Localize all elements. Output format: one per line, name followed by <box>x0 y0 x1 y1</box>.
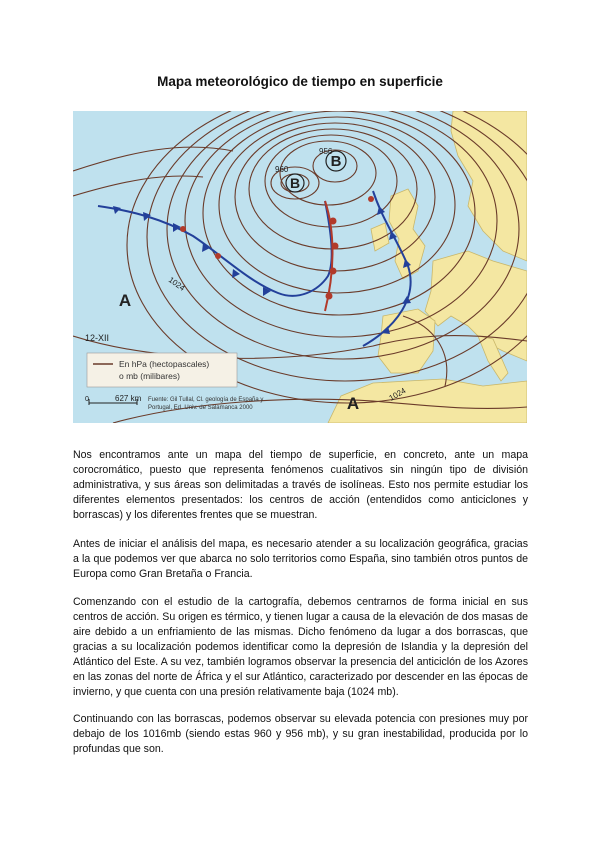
source-line-1: Fuente: Gil Tullal, Cl. geología de España y <box>148 397 264 403</box>
low-center-label-1: B <box>289 175 301 191</box>
isobar-value-1024-a: 1024 <box>166 275 187 293</box>
isobar-value-956: 956 <box>319 147 333 156</box>
low-center-label-2: B <box>330 153 342 170</box>
map-legend <box>87 353 237 387</box>
scale-distance-label: 627 km <box>115 394 142 403</box>
paragraph-2: Antes de iniciar el análisis del mapa, es necesario atender a su localización geográfica, gracias a la que podemos ver que abarca no solo territorios como España, sino también otros puntos de Europa como Gran Bretaña o Francia. <box>73 538 528 580</box>
paragraph-3: Comenzando con el estudio de la cartografía, debemos centrarnos de forma inicial en sus centros de acción. Su origen es térmico, y tienen lugar a causa de la elevación de dos masas de aire debido a un enfriamiento de las mismas. Dicho fenómeno da lugar a dos borrascas, que gracias a su localización podemos identificar como la depresión de Islandia y la depresión del Atlántico del Este. A su vez, también logramos observar la presencia del anticiclón de los Azores en las zonas del norte de África y el sur Atlántico, caracterizado por descender en las épocas de invierno, y que cuenta con una presión relativamente baja (1024 mb). <box>73 596 528 698</box>
paragraph-1: Nos encontramos ante un mapa del tiempo de superficie, en concreto, ante un mapa corocromático, puesto que representa fenómenos cualitativos sin ningún tipo de división administrativa, y sus áreas son delimitadas a través de isolíneas. Esto nos permite estudiar los diferentes elementos presentados: los centros de acción (entendidos como anticiclones y borrascas) y los diferentes frentes que se muestran. <box>73 449 528 521</box>
scale-zero-label: 0 <box>85 396 89 403</box>
source-line-2: Portugal, Ed. Univ. de Salamanca 2000 <box>148 405 253 411</box>
map-date-label: 12-XII <box>85 333 110 343</box>
high-center-label-west: A <box>118 291 132 310</box>
isobar-value-1024-b: 1024 <box>387 386 408 403</box>
legend-text-line1: En hPa (hectopascales) <box>119 359 210 369</box>
paragraph-4: Continuando con las borrascas, podemos observar su elevada potencia con presiones muy por debajo de los 1016mb (siendo estas 960 y 956 mb), y su gran inestabilidad, producida por lo profundas que son. <box>73 713 528 755</box>
document-title: Mapa meteorológico de tiempo en superficie <box>157 74 443 89</box>
weather-map-graphic <box>73 111 527 423</box>
weather-map <box>73 111 527 423</box>
high-center-label-south: A <box>346 394 360 413</box>
legend-text-line2: o mb (milibares) <box>119 371 180 381</box>
isobar-value-960: 960 <box>275 165 289 174</box>
